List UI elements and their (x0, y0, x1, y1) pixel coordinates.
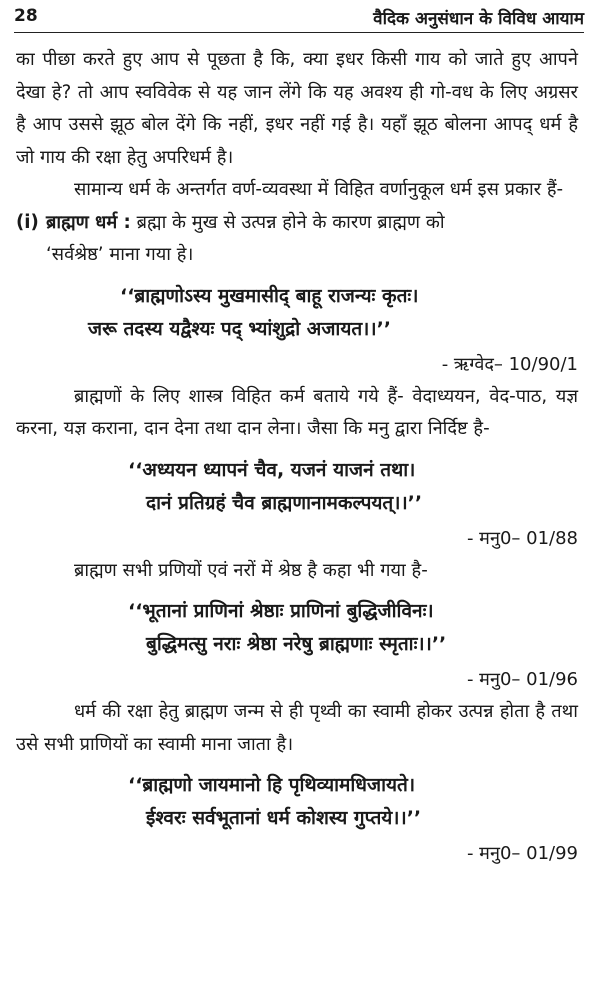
verse-block (16, 595, 578, 696)
verse-line: जरू तदस्य यद्वैश्यः पद् भ्यांशुद्रो अजायत।।’’ (88, 317, 392, 340)
page-number: 28 (14, 6, 38, 26)
verse-line: दानं प्रतिग्रहं चैव ब्राह्मणानामकल्पयत्।।’’ (146, 491, 423, 514)
verse-line: ‘‘ब्राह्मणोऽस्य मुखमासीद् बाहू राजन्यः कृतः। (120, 284, 419, 307)
verse-citation: - मनु0– 01/88 (466, 527, 578, 549)
running-title: वैदिक अनुसंधान के विविध आयाम (373, 9, 584, 29)
verse-citation: - ऋग्वेद– 10/90/1 (441, 353, 578, 375)
list-item-continuation: ‘सर्वश्रेष्ठ’ माना गया हे। (46, 244, 194, 265)
paragraph-4: ब्राह्मण सभी प्रणियों एवं नरों में श्रेष्ठ है कहा भी गया है- (74, 559, 428, 581)
verse-line: ‘‘अध्ययन ध्यापनं चैव, यजनं याजनं तथा। (128, 458, 416, 481)
verse-line: ईश्वरः सर्वभूतानां धर्म कोशस्य गुप्तये।।’’ (146, 807, 422, 829)
list-item-label: ब्राह्मण धर्म : (46, 211, 131, 233)
list-item-brahmin-dharma (16, 207, 578, 240)
page-header (14, 6, 584, 30)
paragraph-2: सामान्य धर्म के अन्तर्गत वर्ण-व्यवस्था में विहित वर्णानुकूल धर्म इस प्रकार हैं- (74, 179, 564, 200)
verse-citation: - मनु0– 01/99 (466, 843, 578, 864)
header-rule (14, 32, 584, 33)
verse-line: बुद्धिमत्सु नराः श्रेष्ठा नरेषु ब्राह्मणाः स्मृताः।।’’ (146, 633, 447, 655)
verse-block (16, 769, 578, 870)
verse-line: ‘‘भूतानां प्राणिनां श्रेष्ठाः प्राणिनां बुद्धिजीविनः। (128, 600, 434, 622)
verse-citation: - मनु0– 01/96 (466, 669, 578, 690)
verse-block (16, 454, 578, 555)
list-item-body (46, 207, 578, 240)
page-body (16, 44, 578, 870)
list-item-text: ब्रह्मा के मुख से उत्पन्न होने के कारण ब्राह्मण को (136, 211, 445, 233)
verse-block (16, 280, 578, 381)
paragraph-3: ब्राह्मणों के लिए शास्त्र विहित कर्म बताये गये हैं- वेदाध्ययन, वेद-पाठ, यज्ञ करना, यज्ञ कराना, दान देना तथा दान लेना। जैसा कि मनु द्वारा निर्दिष्ट है- (16, 385, 578, 439)
verse-line: ‘‘ब्राह्मणो जायमानो हि पृथिव्यामधिजायते। (128, 774, 416, 796)
paragraph-5: धर्म की रक्षा हेतु ब्राह्मण जन्म से ही पृथ्वी का स्वामी होकर उत्पन्न होता है तथा उसे सभी प्राणियों का स्वामी माना जाता है। (16, 701, 578, 755)
list-item-marker: (i) (16, 211, 39, 233)
paragraph-1: का पीछा करते हुए आप से पूछता है कि, क्या इधर किसी गाय को जाते हुए आपने देखा हे? तो आप स्वविवेक से यह जान लेंगे कि यह अवश्य ही गो-वध के लिए अग्रसर है आप उससे झूठ बोल देंगे कि नहीं, इधर नहीं गई है। यहाँ झूठ बोलना आपद् धर्म है जो गाय की रक्षा हेतु अपरिधर्म है। (16, 49, 578, 168)
